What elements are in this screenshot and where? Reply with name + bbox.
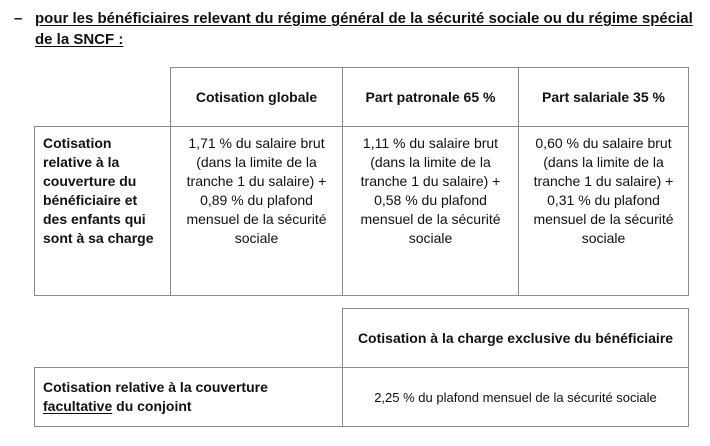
- table-row: [35, 368, 689, 427]
- contribution-table: [34, 67, 689, 296]
- cell-cotisation-globale: 1,71 % du salaire brut (dans la limite de la tranche 1 du salaire) + 0,89 % du plafond mensuel de la sécurité sociale: [171, 127, 343, 296]
- contribution-table-header-row: [35, 68, 689, 127]
- row-label-part-1: Cotisation relative à la couverture: [43, 379, 268, 395]
- heading-bullet: –: [14, 10, 23, 27]
- empty-corner-cell: [35, 68, 171, 127]
- cell-conjoint-value: 2,25 % du plafond mensuel de la sécurité sociale: [343, 368, 689, 427]
- cell-part-patronale: 1,11 % du salaire brut (dans la limite de la tranche 1 du salaire) + 0,58 % du plafond mensuel de la sécurité sociale: [343, 127, 519, 296]
- row-label-beneficiaire: Cotisation relative à la couverture du bénéficiaire et des enfants qui sont à sa charge: [35, 127, 171, 296]
- heading-text: pour les bénéficiaires relevant du régime général de la sécurité sociale ou du régime spécial de la SNCF :: [35, 10, 693, 48]
- row-label-facultative: facultative: [43, 398, 113, 414]
- header-part-salariale: Part salariale 35 %: [519, 68, 689, 127]
- header-cotisation-globale: Cotisation globale: [171, 68, 343, 127]
- header-charge-exclusive: Cotisation à la charge exclusive du bénéficiaire: [343, 309, 689, 368]
- spouse-table-header-row: [35, 309, 689, 368]
- table-row: [35, 127, 689, 296]
- row-label-part-2: du conjoint: [112, 398, 192, 414]
- spouse-contribution-table: [34, 308, 689, 427]
- cell-part-salariale: 0,60 % du salaire brut (dans la limite de la tranche 1 du salaire) + 0,31 % du plafond mensuel de la sécurité sociale: [519, 127, 689, 296]
- header-part-patronale: Part patronale 65 %: [343, 68, 519, 127]
- empty-corner-cell: [35, 309, 343, 368]
- section-heading: [14, 8, 694, 50]
- row-label-conjoint: [35, 368, 343, 427]
